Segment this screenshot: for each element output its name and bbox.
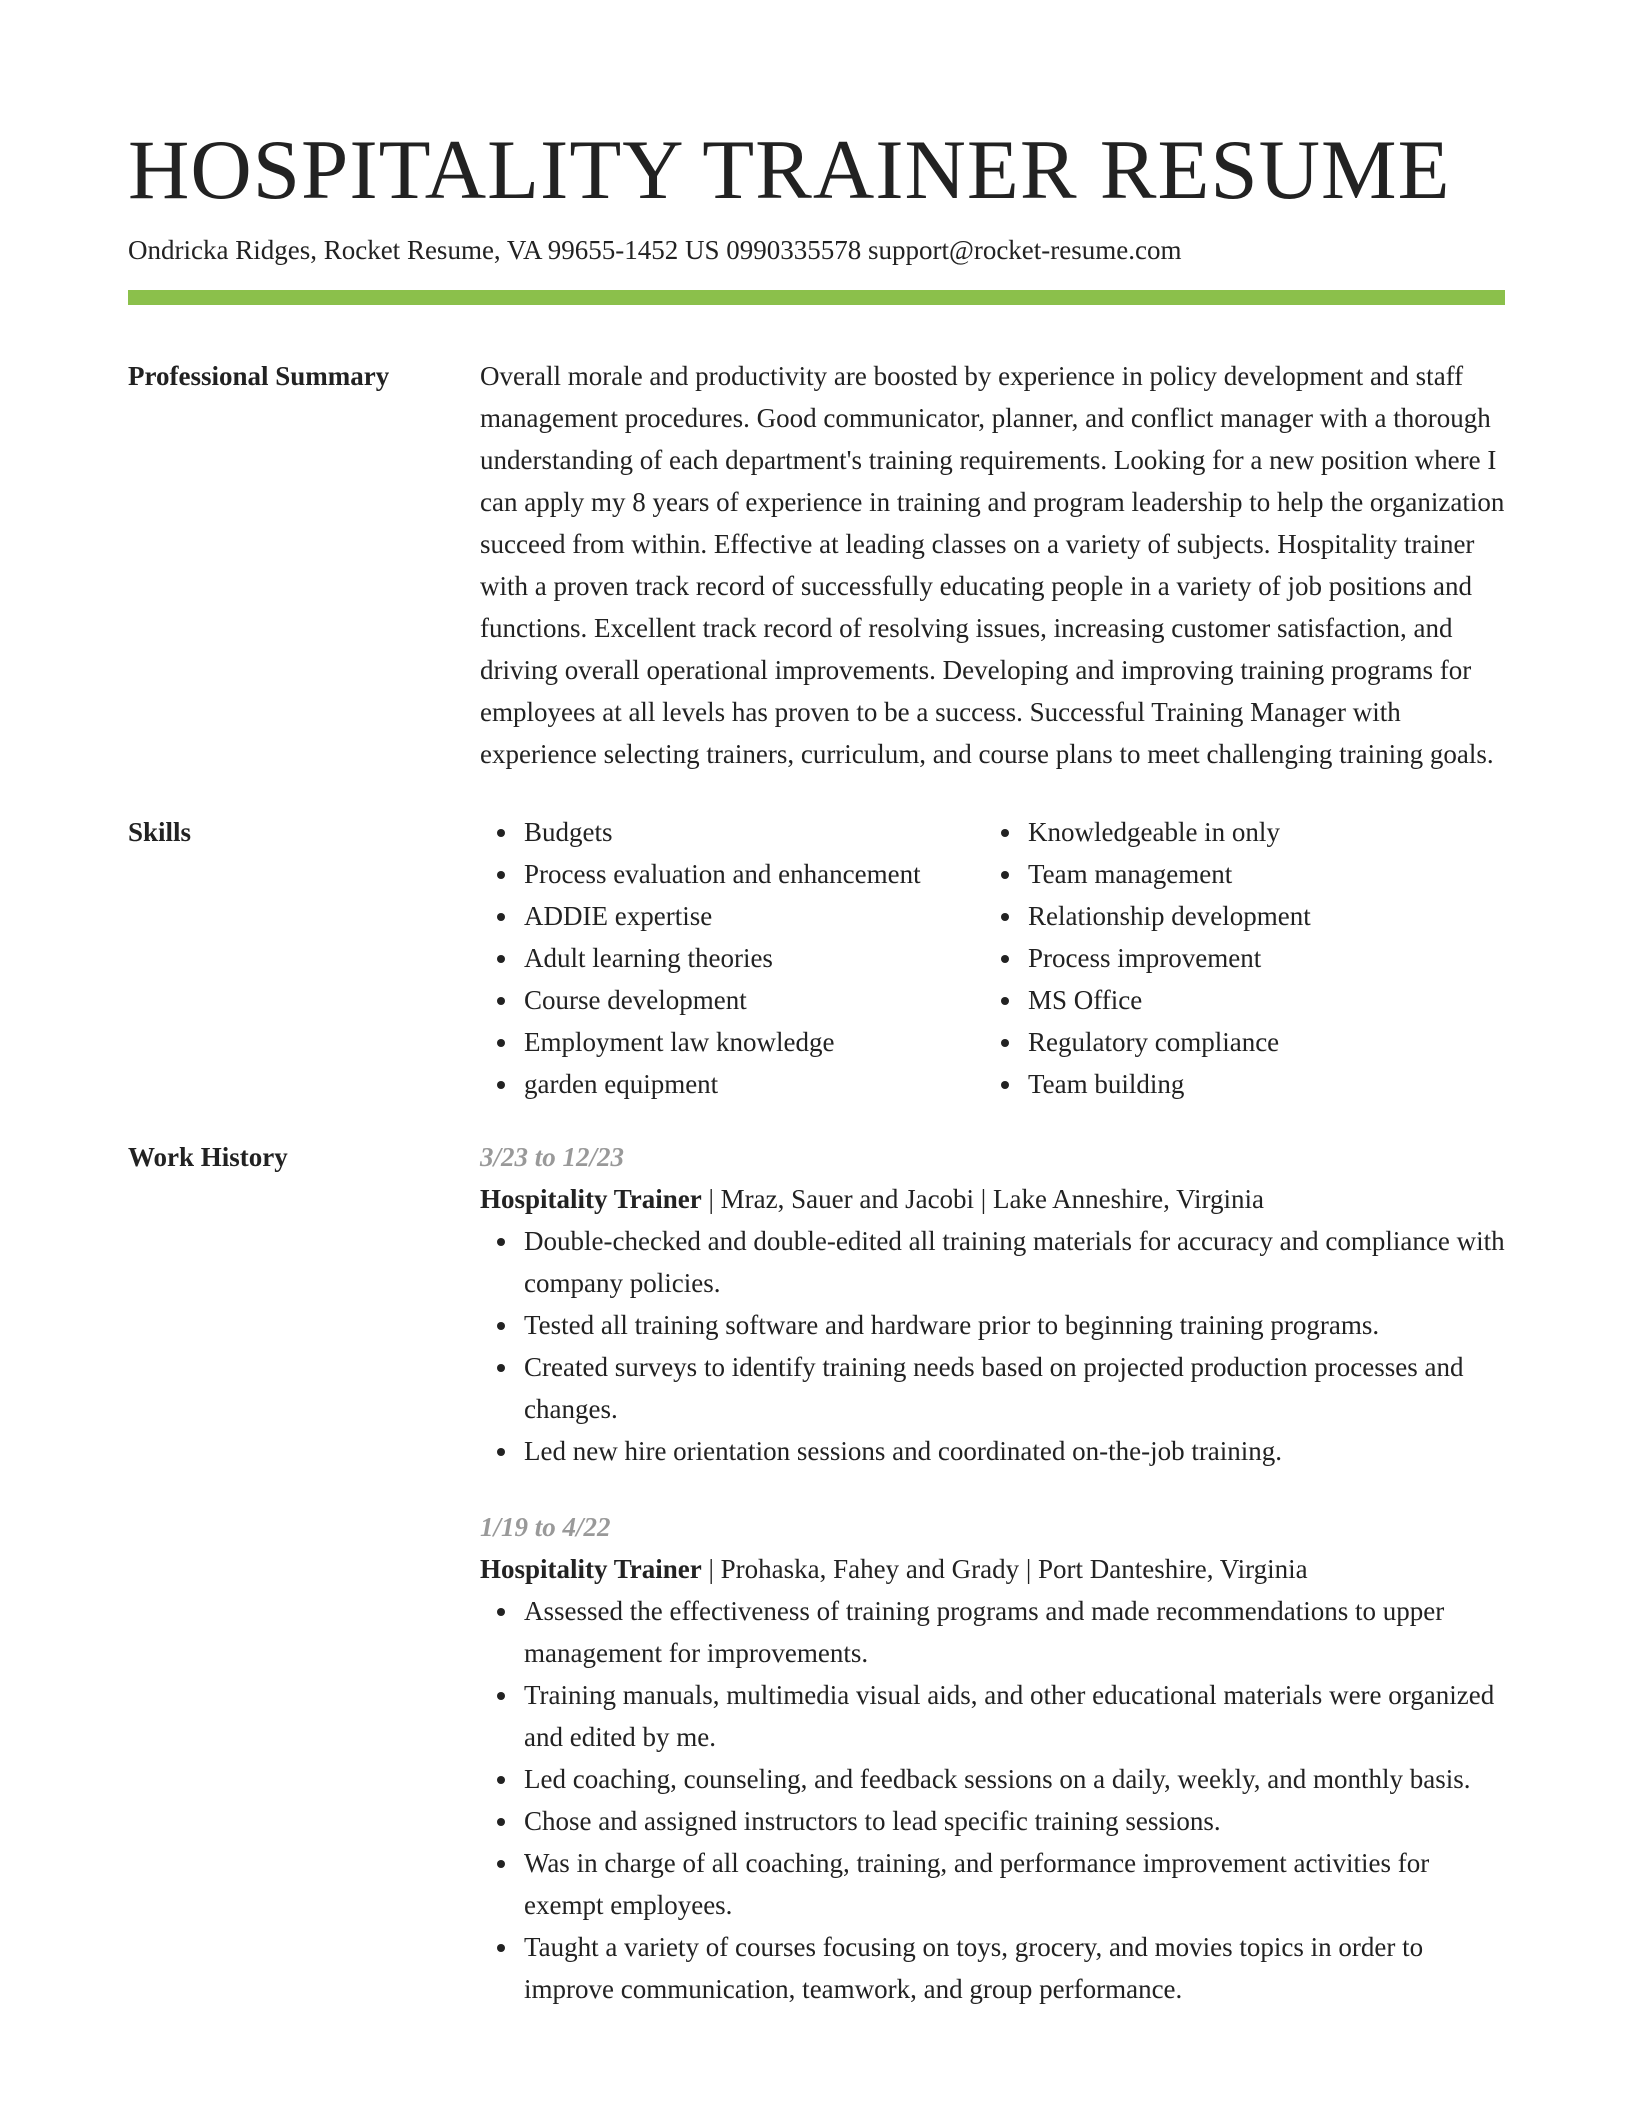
skill-item: ADDIE expertise: [524, 895, 984, 937]
section-label-skills: Skills: [128, 817, 192, 847]
job-duty-item: Tested all training software and hardware prior to beginning training programs.: [524, 1304, 1505, 1346]
skills-list-left: [480, 811, 984, 1105]
job-duty-item: Taught a variety of courses focusing on toys, grocery, and movies topics in order to improve communication, teamwork, and group performance.: [524, 1926, 1505, 2010]
resume-page: [128, 0, 1505, 2010]
skill-item: Process improvement: [1028, 937, 1488, 979]
job-duty-item: Led coaching, counseling, and feedback sessions on a daily, weekly, and monthly basis.: [524, 1758, 1505, 1800]
job-dates: 1/19 to 4/22: [480, 1512, 611, 1542]
professional-summary-section: [128, 355, 1505, 775]
skill-item: Relationship development: [1028, 895, 1488, 937]
resume-title: HOSPITALITY TRAINER RESUME: [128, 123, 1451, 217]
skills-columns: [480, 811, 1505, 1105]
header-divider: [128, 290, 1505, 305]
job-company-location: | Mraz, Sauer and Jacobi | Lake Anneshire, Virginia: [701, 1184, 1265, 1214]
job-title: Hospitality Trainer: [480, 1184, 702, 1214]
job-entry: [480, 1506, 1505, 2010]
skill-item: garden equipment: [524, 1063, 984, 1105]
job-company-location: | Prohaska, Fahey and Grady | Port Danteshire, Virginia: [701, 1554, 1308, 1584]
skill-item: Adult learning theories: [524, 937, 984, 979]
job-duty-item: Led new hire orientation sessions and coordinated on-the-job training.: [524, 1430, 1505, 1472]
job-duties-list: [480, 1590, 1505, 2010]
skill-item: Process evaluation and enhancement: [524, 853, 984, 895]
skill-item: Team building: [1028, 1063, 1488, 1105]
job-heading: [480, 1548, 1505, 1590]
job-duty-item: Chose and assigned instructors to lead specific training sessions.: [524, 1800, 1505, 1842]
job-duty-item: Training manuals, multimedia visual aids, and other educational materials were organized and edited by me.: [524, 1674, 1505, 1758]
job-dates: 3/23 to 12/23: [480, 1142, 625, 1172]
work-history-body: [480, 1136, 1505, 2010]
section-label-work-history: Work History: [128, 1142, 288, 1172]
skill-item: Knowledgeable in only: [1028, 811, 1488, 853]
job-duty-item: Double-checked and double-edited all training materials for accuracy and compliance with company policies.: [524, 1220, 1505, 1304]
job-duty-item: Created surveys to identify training needs based on projected production processes and changes.: [524, 1346, 1505, 1430]
section-label-summary: Professional Summary: [128, 361, 390, 391]
job-duties-list: [480, 1220, 1505, 1472]
job-heading: [480, 1178, 1505, 1220]
summary-text: Overall morale and productivity are boosted by experience in policy development and staff management procedures. Good communicator, planner, and conflict manager with a thorough understanding of each department's training requirements. Looking for a new position where I can apply my 8 years of experience in training and program leadership to help the organization succeed from within. Effective at leading classes on a variety of subjects. Hospitality trainer with a proven track record of successfully educating people in a variety of job positions and functions. Excellent track record of resolving issues, increasing customer satisfaction, and driving overall operational improvements. Developing and improving training programs for employees at all levels has proven to be a success. Successful Training Manager with experience selecting trainers, curriculum, and course plans to meet challenging training goals.: [480, 361, 1505, 769]
skill-item: Team management: [1028, 853, 1488, 895]
skill-item: Course development: [524, 979, 984, 1021]
skill-item: MS Office: [1028, 979, 1488, 1021]
skill-item: Regulatory compliance: [1028, 1021, 1488, 1063]
skills-list-right: [984, 811, 1488, 1105]
job-entry: [480, 1136, 1505, 1472]
skill-item: Budgets: [524, 811, 984, 853]
job-duty-item: Was in charge of all coaching, training, and performance improvement activities for exempt employees.: [524, 1842, 1505, 1926]
contact-line: Ondricka Ridges, Rocket Resume, VA 99655-1452 US 0990335578 support@rocket-resume.com: [128, 235, 1182, 265]
work-history-section: [128, 1136, 1505, 2010]
skills-section: [128, 811, 1505, 1105]
skill-item: Employment law knowledge: [524, 1021, 984, 1063]
job-duty-item: Assessed the effectiveness of training programs and made recommendations to upper management for improvements.: [524, 1590, 1505, 1674]
job-title: Hospitality Trainer: [480, 1554, 702, 1584]
